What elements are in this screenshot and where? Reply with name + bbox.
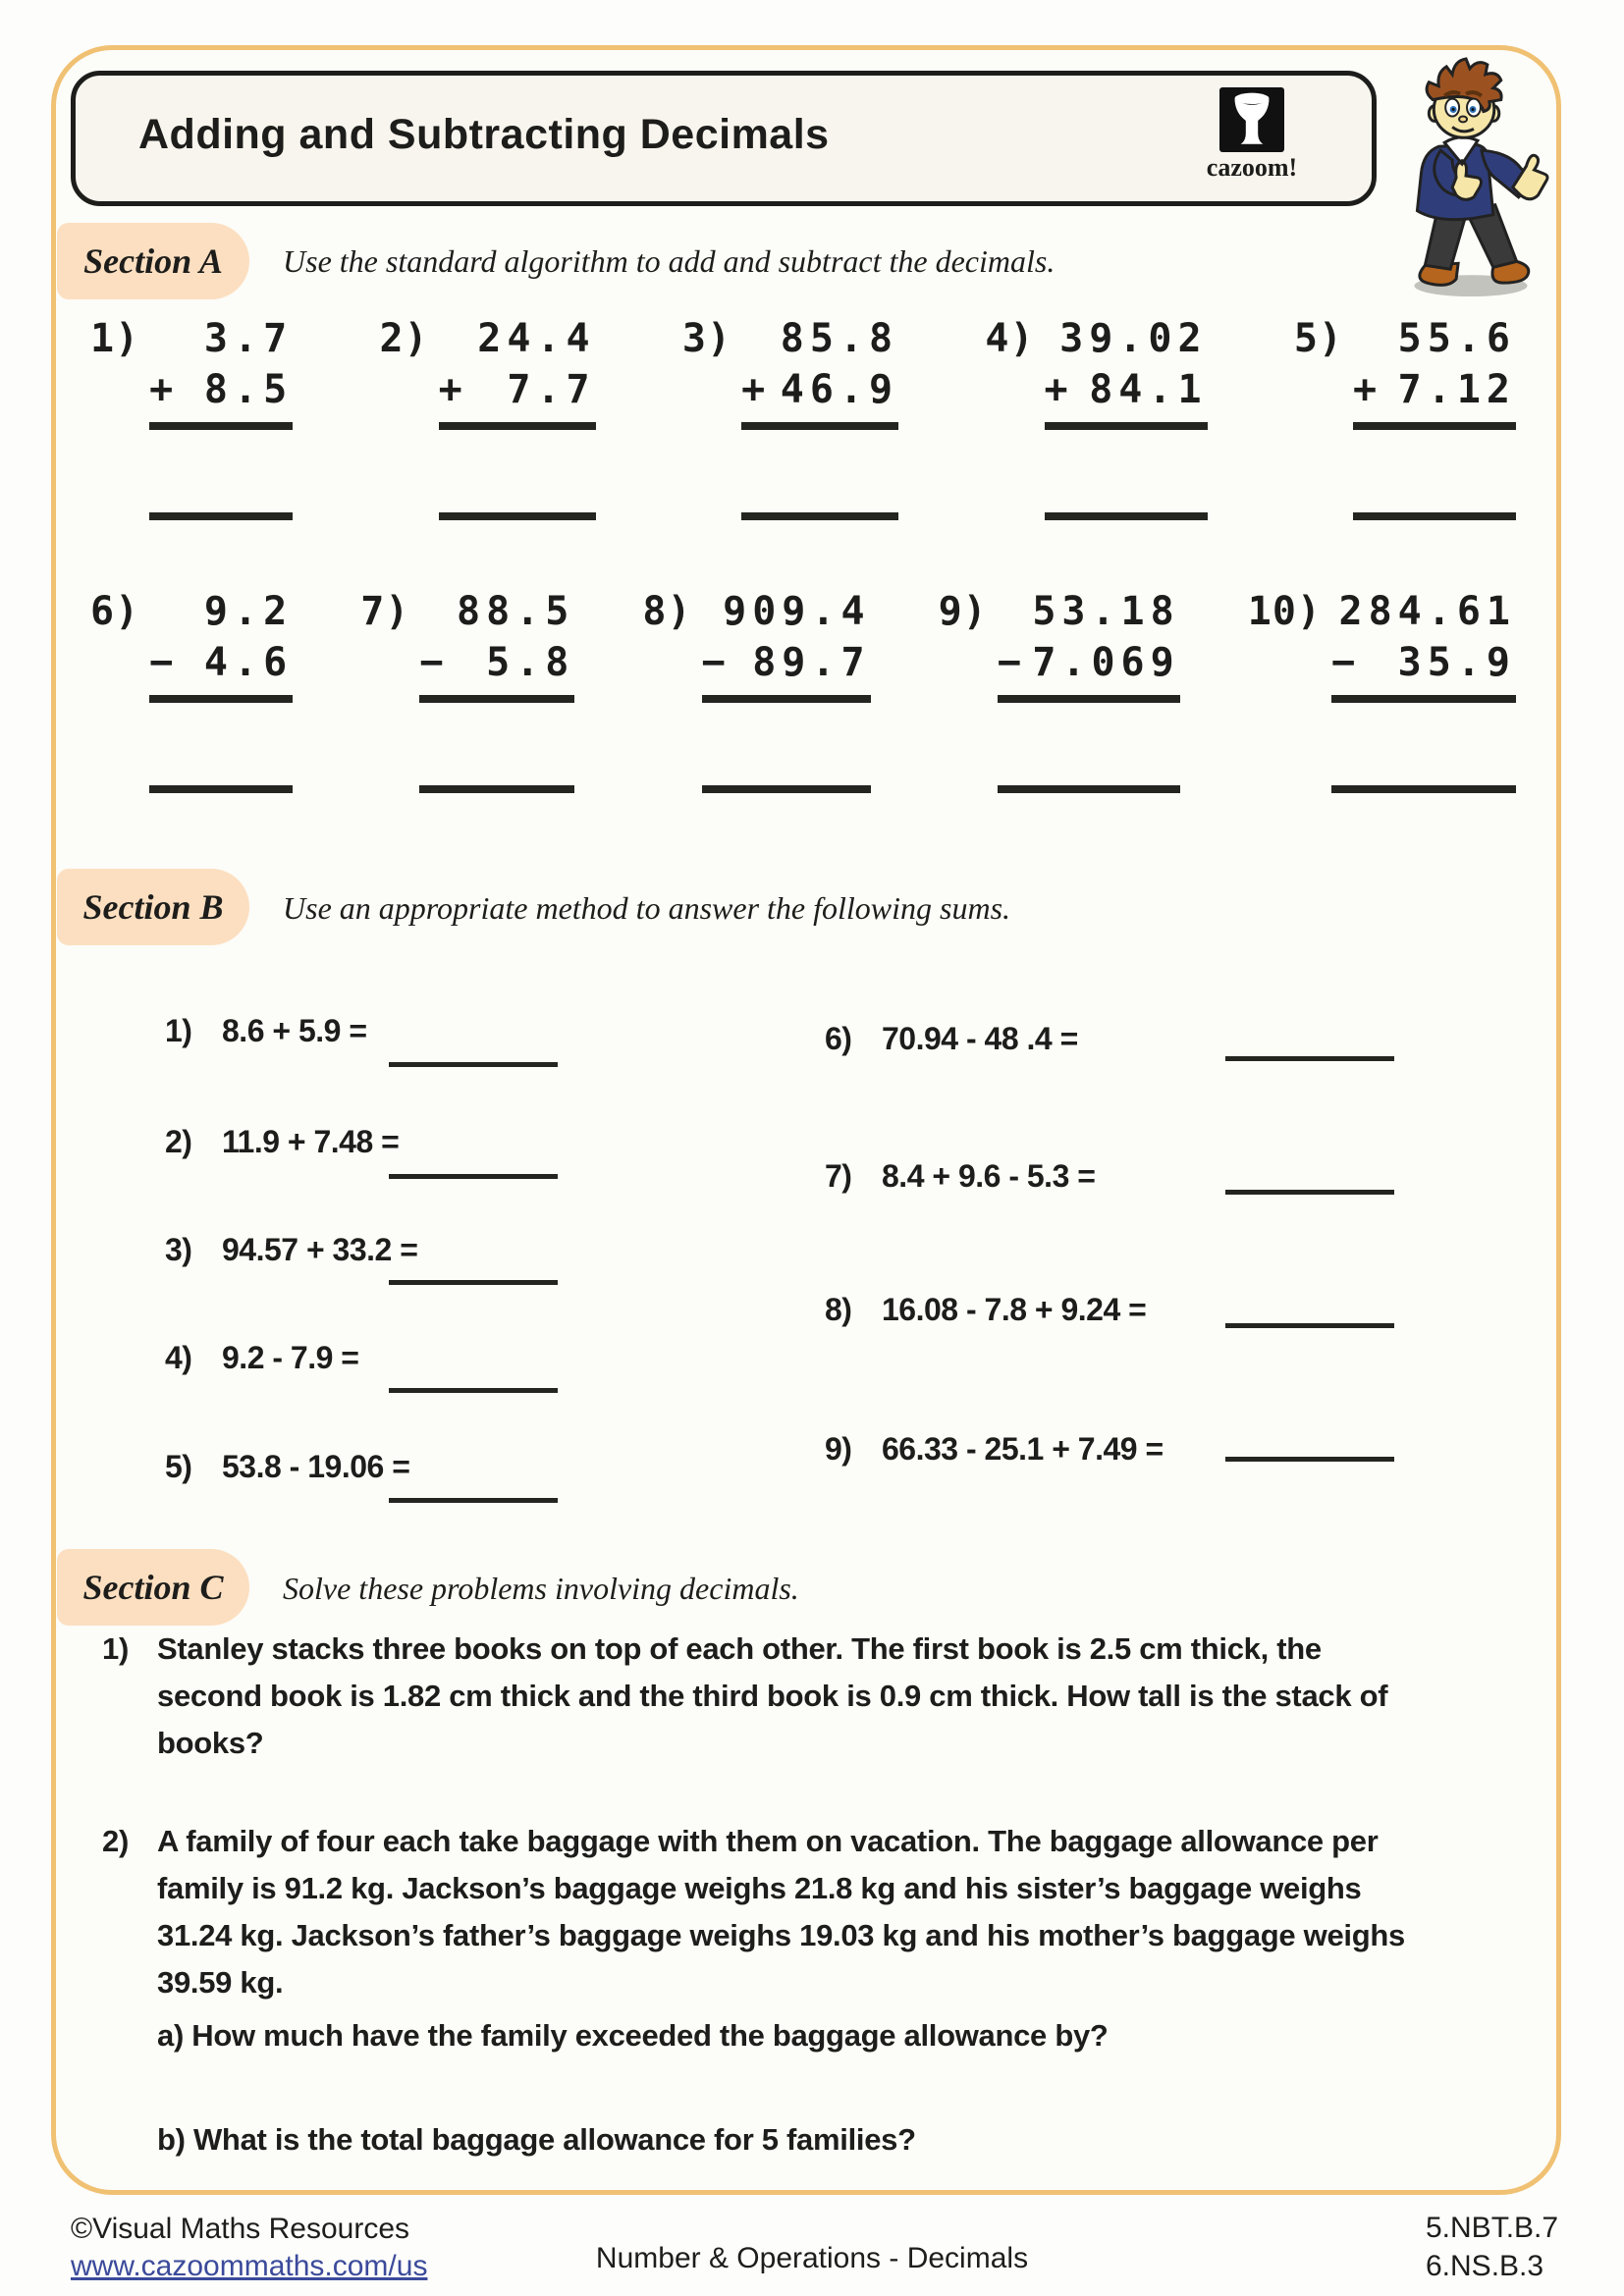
answer-blank: [389, 1280, 558, 1285]
top-operand: 284.61: [1338, 589, 1516, 634]
bottom-operand: 4.6: [203, 640, 294, 685]
answer-blank: [389, 1062, 558, 1067]
section-b-label: [57, 869, 249, 945]
sum-problem-b8: [825, 1292, 1146, 1328]
top-operand: 39.02: [1059, 316, 1208, 361]
answer-line: [702, 785, 871, 793]
problem-number: 8): [825, 1292, 852, 1327]
vertical-problem-1: [90, 316, 293, 520]
difference-line: [419, 695, 574, 703]
answer-line: [741, 512, 898, 520]
answer-blank: [389, 1388, 558, 1393]
operator: +: [438, 367, 468, 412]
brand-text: cazoom!: [1206, 153, 1298, 182]
operator: +: [1044, 367, 1074, 412]
section-a-instruction: Use the standard algorithm to add and subtract the decimals.: [283, 243, 1056, 279]
section-a-label: [57, 223, 249, 299]
operator: −: [1331, 640, 1362, 685]
problem-number: 2): [165, 1124, 192, 1159]
bottom-operand: 89.7: [752, 640, 871, 685]
answer-blank: [1225, 1190, 1394, 1195]
section-a-label-text: Section A: [83, 241, 223, 281]
sum-line: [1045, 422, 1208, 430]
sum-line: [1353, 422, 1516, 430]
answer-line: [149, 785, 293, 793]
top-operand: 85.8: [780, 316, 899, 361]
expression: 53.8 - 19.06 =: [222, 1449, 410, 1484]
problem-text-main: A family of four each take baggage with them on vacation. The baggage allowance per family is 91.2 kg. Jackson’s baggage weighs 21.8 kg and his sister’s baggage weighs 31.24 kg. Jackson’s father’s baggage weighs 19.03 kg and his mother’s baggage weighs 39.59 kg.: [157, 1824, 1405, 2001]
expression: 94.57 + 33.2 =: [222, 1232, 418, 1267]
top-operand: 909.4: [723, 589, 871, 634]
operator: +: [149, 367, 180, 412]
bottom-operand: 5.8: [486, 640, 575, 685]
website-link[interactable]: www.cazoommaths.com/us: [71, 2249, 428, 2282]
answer-line: [419, 785, 574, 793]
expression: 8.4 + 9.6 - 5.3 =: [882, 1158, 1096, 1194]
sum-problem-b9: [825, 1431, 1164, 1468]
problem-number: 8): [642, 589, 692, 634]
top-operand: 88.5: [457, 589, 575, 634]
vertical-problem-10: [1248, 589, 1516, 793]
problem-number: 4): [165, 1340, 192, 1375]
problem-number: 5): [1293, 316, 1343, 361]
problem-text: [157, 1818, 1414, 2163]
problem-number: 7): [360, 589, 410, 634]
vertical-problem-8: [642, 589, 870, 793]
problem-number: 1): [90, 316, 140, 361]
vertical-problem-2: [379, 316, 595, 520]
answer-line: [439, 512, 596, 520]
expression: 70.94 - 48 .4 =: [882, 1021, 1078, 1056]
expression: 9.2 - 7.9 =: [222, 1340, 359, 1375]
answer-blank: [1225, 1457, 1394, 1462]
section-b-instruction: Use an appropriate method to answer the following sums.: [283, 890, 1011, 926]
bottom-operand: 35.9: [1397, 640, 1516, 685]
standard-code-2: 6.NS.B.3: [1426, 2250, 1544, 2282]
sum-line: [741, 422, 898, 430]
sum-problem-b2: [165, 1124, 399, 1160]
vertical-problem-9: [939, 589, 1180, 793]
top-operand: 3.7: [203, 316, 294, 361]
problem-number: 3): [681, 316, 732, 361]
sum-problem-b5: [165, 1449, 409, 1485]
problem-number: 3): [165, 1232, 192, 1267]
vertical-problem-7: [360, 589, 574, 793]
answer-line: [1331, 785, 1516, 793]
mascot-boy-illustration: [1386, 49, 1555, 302]
word-problem-2: [102, 1818, 1414, 2163]
drum-icon: [1219, 87, 1284, 152]
bottom-operand: 7.7: [507, 367, 596, 412]
section-b-label-text: Section B: [82, 887, 224, 927]
problem-number: 6): [90, 589, 140, 634]
problem-number: 4): [985, 316, 1035, 361]
problem-text: Stanley stacks three books on top of each other. The first book is 2.5 cm thick, the second book is 1.82 cm thick and the third book is 0.9 cm thick. How tall is the stack of books?: [157, 1631, 1388, 1761]
problem-number: 6): [825, 1021, 852, 1056]
answer-line: [998, 785, 1180, 793]
section-a-row-2: [90, 589, 1516, 793]
problem-number: 1): [102, 1631, 129, 1666]
standard-code-1: 5.NBT.B.7: [1426, 2212, 1559, 2244]
expression: 16.08 - 7.8 + 9.24 =: [882, 1292, 1147, 1327]
difference-line: [149, 695, 293, 703]
bottom-operand: 7.069: [1032, 640, 1180, 685]
expression: 11.9 + 7.48 =: [222, 1124, 400, 1159]
answer-line: [1353, 512, 1516, 520]
section-c-label-text: Section C: [82, 1568, 224, 1607]
difference-line: [1331, 695, 1516, 703]
bottom-operand: 7.12: [1397, 367, 1516, 412]
bottom-operand: 46.9: [780, 367, 899, 412]
vertical-problem-5: [1294, 316, 1516, 520]
top-operand: 53.18: [1032, 589, 1180, 634]
problem-part-a: a) How much have the family exceeded the baggage allowance by?: [157, 2018, 1109, 2054]
problem-number: 2): [102, 1824, 129, 1858]
problem-number: 1): [165, 1013, 192, 1048]
operator: −: [997, 640, 1027, 685]
sum-problem-b3: [165, 1232, 417, 1268]
sum-problem-b7: [825, 1158, 1095, 1195]
top-operand: 24.4: [477, 316, 596, 361]
answer-line: [149, 512, 293, 520]
sum-line: [149, 422, 293, 430]
bottom-operand: 8.5: [203, 367, 294, 412]
section-c-instruction: Solve these problems involving decimals.: [283, 1571, 799, 1606]
answer-blank: [389, 1174, 558, 1179]
footer-topic: Number & Operations - Decimals: [595, 2242, 1029, 2274]
operator: −: [701, 640, 731, 685]
problem-number: 7): [825, 1158, 852, 1194]
problem-number: 5): [165, 1449, 192, 1484]
operator: +: [1352, 367, 1383, 412]
answer-line: [1045, 512, 1208, 520]
operator: −: [149, 640, 180, 685]
sum-problem-b6: [825, 1021, 1078, 1057]
top-operand: 9.2: [203, 589, 294, 634]
vertical-problem-4: [985, 316, 1207, 520]
problem-number: 10): [1247, 589, 1322, 634]
page-title: Adding and Subtracting Decimals: [138, 111, 830, 158]
difference-line: [998, 695, 1180, 703]
answer-blank: [1225, 1323, 1394, 1328]
bottom-operand: 84.1: [1089, 367, 1208, 412]
problem-number: 9): [938, 589, 988, 634]
problem-number: 2): [379, 316, 429, 361]
vertical-problem-3: [682, 316, 898, 520]
operator: +: [741, 367, 772, 412]
operator: −: [419, 640, 450, 685]
problem-part-b: b) What is the total baggage allowance for 5 families?: [157, 2122, 916, 2158]
vertical-problem-6: [90, 589, 293, 793]
copyright-text: ©Visual Maths Resources: [71, 2213, 410, 2245]
answer-blank: [1225, 1056, 1394, 1061]
expression: 66.33 - 25.1 + 7.49 =: [882, 1431, 1164, 1467]
sum-problem-b1: [165, 1013, 367, 1049]
word-problem-1: [102, 1626, 1414, 1767]
top-operand: 55.6: [1397, 316, 1516, 361]
footer-standards: [1426, 2209, 1558, 2285]
cazoom-logo: [1193, 87, 1311, 183]
expression: 8.6 + 5.9 =: [222, 1013, 367, 1048]
sum-problem-b4: [165, 1340, 358, 1376]
section-c-label: [57, 1549, 249, 1626]
sum-line: [439, 422, 596, 430]
problem-number: 9): [825, 1431, 852, 1467]
answer-blank: [389, 1498, 558, 1503]
difference-line: [702, 695, 871, 703]
worksheet-header: [71, 71, 1377, 206]
section-a-row-1: [90, 316, 1516, 520]
